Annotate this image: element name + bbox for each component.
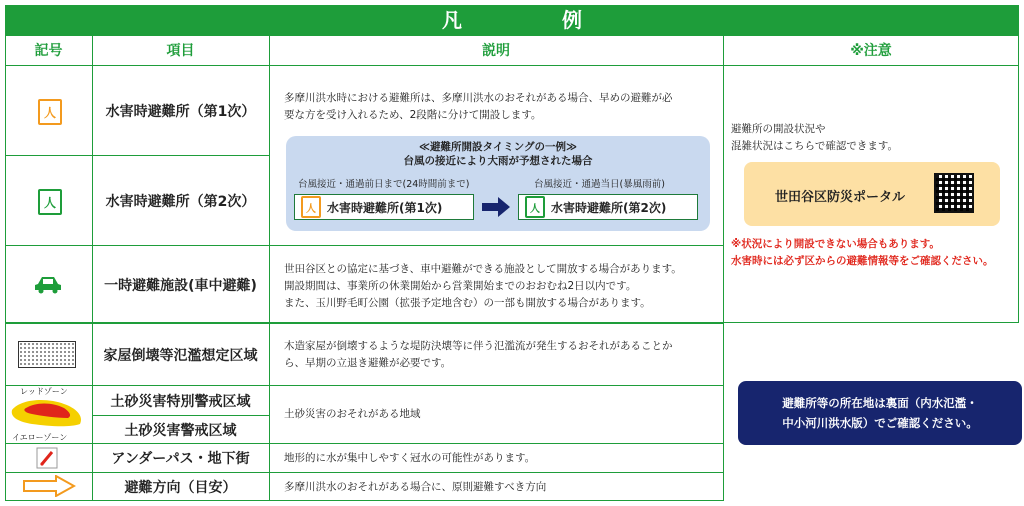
header-note: ※注意 [850, 43, 892, 59]
desc-shelter: 多摩川洪水時における避難所は、多摩川洪水のおそれがある場合、早めの避難が必 要な方を受け入れるため、2段階に分けて開設します。 [284, 92, 673, 121]
item-shelter-2: 水害時避難所（第2次） [105, 193, 256, 210]
stage2-label: 台風接近・通過当日(暴風雨前) [534, 179, 665, 190]
stage1-box: 人 水害時避難所(第1次) [294, 194, 474, 220]
item-collapse-zone: 家屋倒壊等氾濫想定区域 [103, 347, 258, 364]
desc-car: 世田谷区との協定に基づき、車中避難ができる施設として開放する場合があります。 開設期間は、事業所の休業開始から営業開始までのおおむね2日以内です。 また、玉川野毛町公園（拡張予定地含む）の一部も開放する場合があります。 [284, 263, 682, 309]
note-status: 避難所の開設状況や 混雑状況はこちらで確認できます。 [731, 123, 899, 152]
shelter-orange-icon: 人 [38, 99, 62, 125]
desc-landslide: 土砂災害のおそれがある地域 [284, 408, 421, 420]
note-warning: ※状況により開設できない場合もあります。 水害時には必ず区からの避難情報等をご確認ください。 [731, 238, 994, 267]
timing-title: ≪避難所開設タイミングの一例≫ 台風の接近により大雨が予想された場合 [403, 141, 593, 167]
stage2-box: 人 水害時避難所(第2次) [518, 194, 698, 220]
legend-title: 凡 例 [5, 5, 1019, 35]
item-direction: 避難方向（目安） [124, 480, 237, 496]
item-landslide: 土砂災害警戒区域 [124, 422, 237, 439]
item-underpass: アンダーパス・地下街 [111, 451, 250, 467]
desc-collapse: 木造家屋が倒壊するような堤防決壊等に伴う氾濫流が発生するおそれがあることか ら、早期の立退き避難が必要です。 [284, 340, 673, 369]
yellow-zone-label: イエローゾーン [12, 433, 68, 442]
back-side-notice: 避難所等の所在地は裏面（内水氾濫・ 中小河川洪水版）でご確認ください。 [738, 381, 1022, 445]
header-desc: 説明 [482, 43, 510, 59]
qr-code-icon[interactable] [934, 173, 974, 213]
header-symbol: 記号 [34, 43, 63, 59]
car-icon [34, 274, 62, 294]
desc-direction: 多摩川洪水のおそれがある場合に、原則避難すべき方向 [284, 481, 547, 493]
landslide-zone-icon [8, 396, 88, 430]
item-shelter-1: 水害時避難所（第1次） [105, 103, 256, 120]
shelter-green-icon: 人 [525, 196, 545, 218]
underpass-icon [36, 447, 58, 469]
shelter-orange-icon: 人 [301, 196, 321, 218]
dotted-area-icon [18, 341, 76, 368]
item-car-shelter: 一時避難施設(車中避難) [104, 277, 257, 294]
item-landslide-special: 土砂災害特別警戒区域 [110, 393, 251, 410]
red-zone-label: レッドゾーン [20, 387, 68, 396]
desc-underpass: 地形的に水が集中しやすく冠水の可能性があります。 [284, 452, 536, 464]
shelter-green-icon: 人 [38, 189, 62, 215]
stage1-label: 台風接近・通過前日まで(24時間前まで) [298, 179, 470, 190]
header-item: 項目 [166, 43, 195, 59]
arrow-right-icon [482, 197, 512, 217]
evacuation-arrow-icon [22, 475, 76, 497]
portal-label[interactable]: 世田谷区防災ポータル [775, 190, 906, 205]
